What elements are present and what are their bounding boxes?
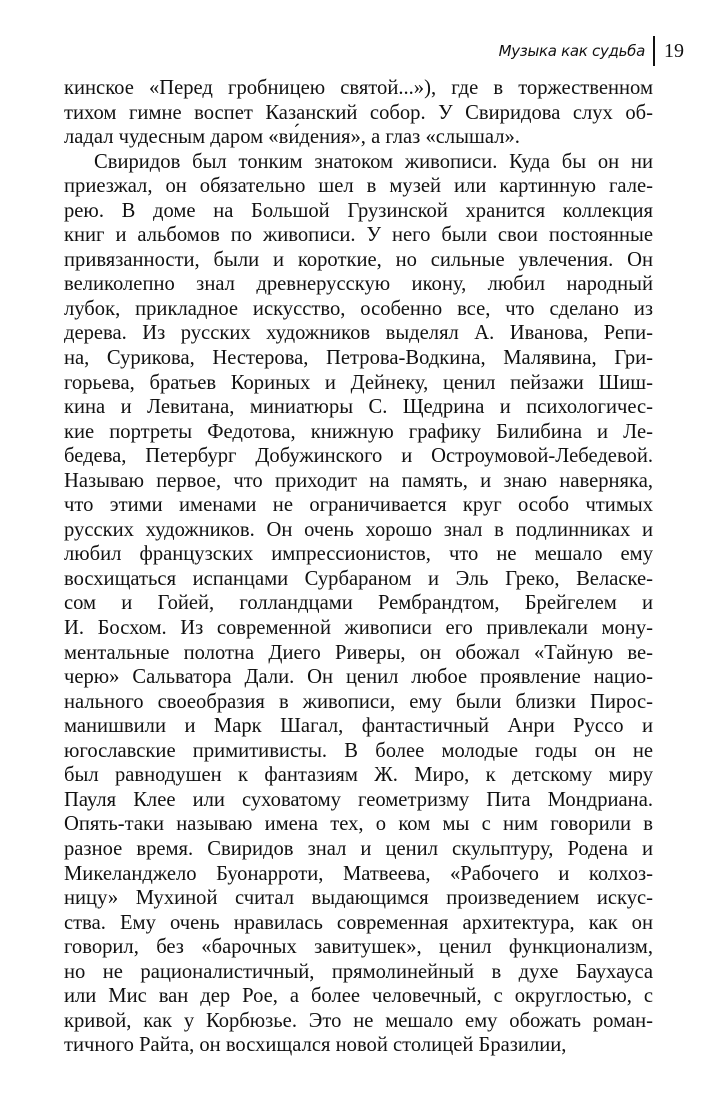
header-divider <box>653 36 655 66</box>
text-line: восхищаться испанцами Сурбараном и Эль Греко, Веласке- <box>64 567 653 590</box>
running-header <box>499 34 684 68</box>
text-line: ства. Ему очень нравилась современная архитектура, как он <box>64 911 653 934</box>
text-line: манишвили и Марк Шагал, фантастичный Анри Руссо и <box>64 715 653 738</box>
paragraph <box>64 150 653 1058</box>
text-line: но не рационалистичный, прямолинейный в духе Баухауса <box>64 960 653 983</box>
text-line: кривой, как у Корбюзье. Это не мешало ему обожать роман- <box>64 1009 653 1032</box>
text-line: привязанности, были и короткие, но сильные увлечения. Он <box>64 248 653 271</box>
text-line: на, Сурикова, Нестерова, Петрова-Водкина, Малявина, Гри- <box>64 347 653 370</box>
text-line: дерева. Из русских художников выделял А. Иванова, Репи- <box>64 322 653 345</box>
text-line: ладал чудесным даром «ви́дения», а глаз «слышал». <box>64 126 520 149</box>
text-line: говорил, без «барочных завитушек», ценил функционализм, <box>64 936 653 959</box>
text-line: Микеланджело Буонарроти, Матвеева, «Рабочего и колхоз- <box>64 862 653 885</box>
text-line: бедева, Петербург Добужинского и Остроумовой-Лебедевой. <box>64 445 653 468</box>
text-line: Называю первое, что приходит на память, и знаю наверняка, <box>64 469 653 492</box>
text-line: ницу» Мухиной считал выдающимся произведением искус- <box>64 887 653 910</box>
paragraph <box>64 76 653 150</box>
text-line: югославские примитивисты. В более молодые годы он не <box>64 739 653 762</box>
text-line: нального своеобразия в живописи, ему были близки Пирос- <box>64 690 653 713</box>
text-line: рею. В доме на Большой Грузинской хранится коллекция <box>64 199 653 222</box>
running-title: Музыка как судьба <box>498 42 645 60</box>
text-line: сом и Гойей, голландцами Рембрандтом, Брейгелем и <box>64 592 653 615</box>
text-line: Опять-таки называю имена тех, о ком мы с ним говорили в <box>64 813 653 836</box>
text-line: или Мис ван дер Рое, а более человечный, с округлостью, с <box>64 985 653 1008</box>
text-line: приезжал, он обязательно шел в музей или картинную гале- <box>64 175 653 198</box>
text-line: горьева, братьев Кориных и Дейнеку, ценил пейзажи Шиш- <box>64 371 653 394</box>
page-number: 19 <box>664 39 684 62</box>
text-line: черю» Сальватора Дали. Он ценил любое проявление нацио- <box>64 666 653 689</box>
text-line: кие портреты Федотова, книжную графику Билибина и Ле- <box>64 420 653 443</box>
text-line: лубок, прикладное искусство, особенно все, что сделано из <box>64 297 653 320</box>
text-line: разное время. Свиридов знал и ценил скульптуру, Родена и <box>64 837 653 860</box>
text-line: тихом гимне воспет Казанский собор. У Свиридова слух об- <box>64 101 653 124</box>
text-line: тичного Райта, он восхищался новой столицей Бразилии, <box>64 1034 567 1057</box>
text-line: Пауля Клее или суховатому геометризму Пита Мондриана. <box>64 788 653 811</box>
text-line: И. Босхом. Из современной живописи его привлекали мону- <box>64 617 653 640</box>
text-line: русских художников. Он очень хорошо знал в подлинниках и <box>64 518 653 541</box>
text-line: что этими именами не ограничивается круг особо чтимых <box>64 494 653 517</box>
text-line: кинское «Перед гробницею святой...»), где в торжественном <box>64 77 653 99</box>
text-line: великолепно знал древнерусскую икону, любил народный <box>64 273 653 296</box>
text-line: Свиридов был тонким знатоком живописи. Куда бы он ни <box>94 150 653 173</box>
body-text <box>64 76 653 1058</box>
text-line: книг и альбомов по живописи. У него были свои постоянные <box>64 224 653 247</box>
text-line: кина и Левитана, миниатюры С. Щедрина и психологичес- <box>64 396 653 419</box>
text-line: любил французских импрессионистов, что не мешало ему <box>64 543 653 566</box>
text-line: был равнодушен к фантазиям Ж. Миро, к детскому миру <box>64 764 653 787</box>
text-line: ментальные полотна Диего Риверы, он обожал «Тайную ве- <box>64 641 653 664</box>
